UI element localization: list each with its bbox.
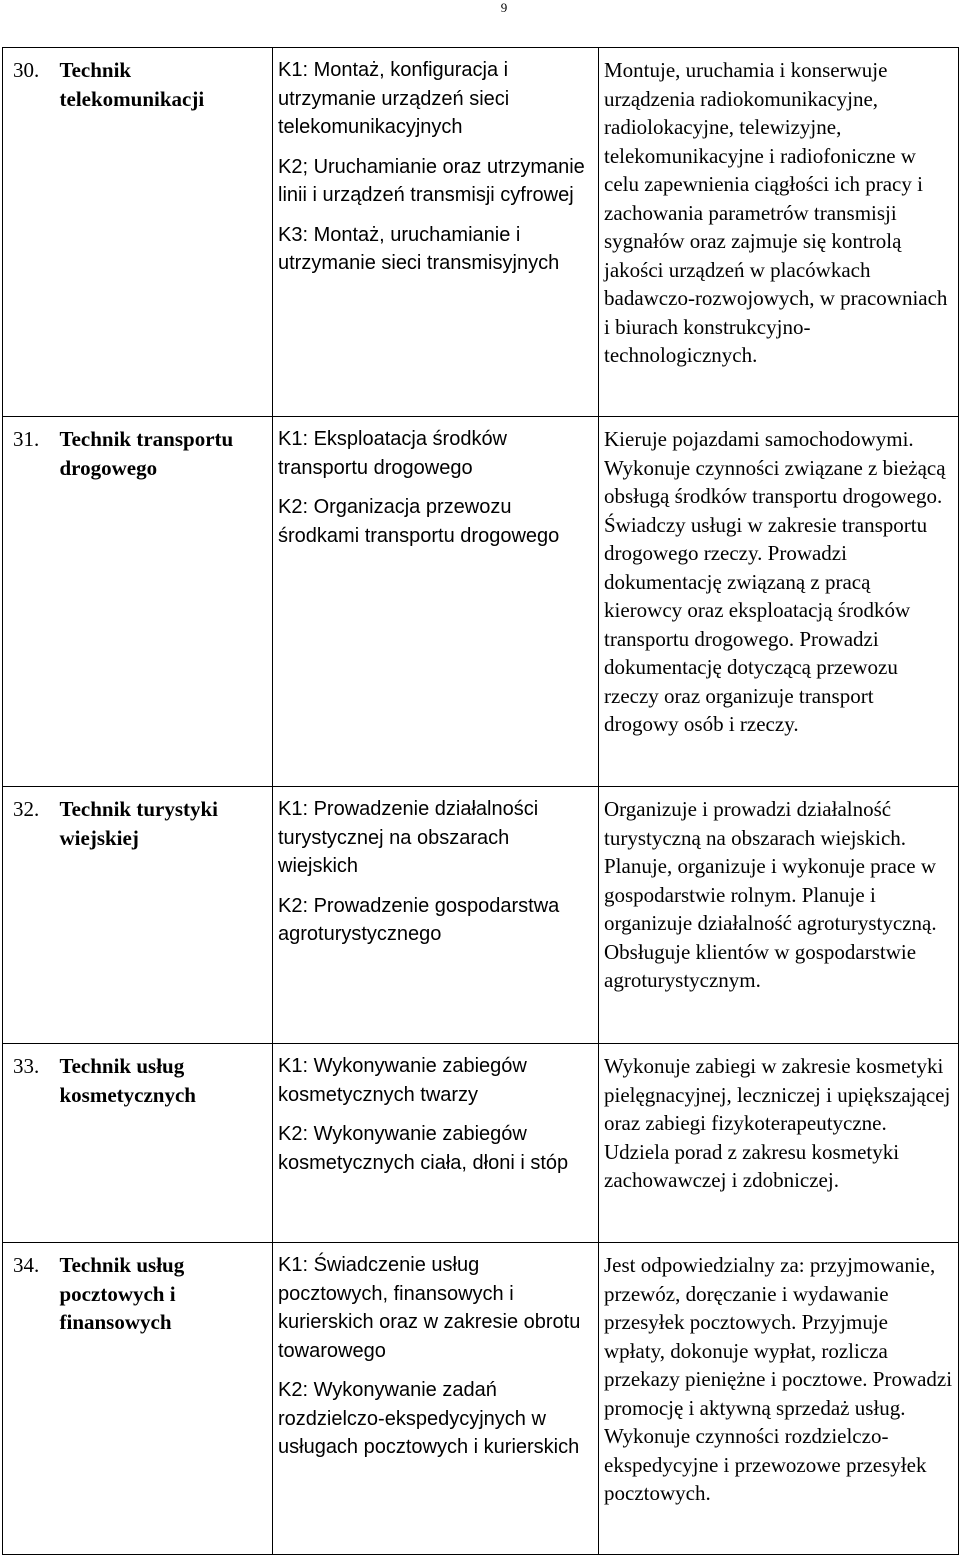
qualifications-cell (273, 787, 599, 1044)
row-number: 34. (3, 1243, 60, 1555)
table-row (3, 48, 959, 417)
profession-description: Jest odpowiedzialny za: przyjmowanie, przewóz, doręczanie i wydawanie przesyłek pocztowych. Przyjmuje wpłaty, dokonuje wypłat, rozlicza przekazy pieniężne i pocztowe. Prowadzi promocję i aktywną sprzedaż usług. Wykonuje czynności rozdzielczo-ekspedycyjne i przewozowe przesyłek pocztowych. (599, 1243, 959, 1555)
qualification-item: K2; Uruchamianie oraz utrzymanie linii i urządzeń transmisji cyfrowej (278, 155, 585, 206)
qualifications-cell (273, 48, 599, 417)
profession-name: Technik usług pocztowych i finansowych (60, 1243, 273, 1555)
qualification-item: K1: Eksploatacja środków transportu drogowego (278, 428, 508, 479)
qualification-item: K1: Prowadzenie działalności turystycznej na obszarach wiejskich (278, 798, 539, 877)
table-row (3, 1044, 959, 1243)
profession-name: Technik turystyki wiejskiej (60, 787, 273, 1044)
table-row (3, 417, 959, 787)
profession-description: Wykonuje zabiegi w zakresie kosmetyki pielęgnacyjnej, leczniczej i upiększającej oraz zabiegi fizykoterapeutyczne. Udziela porad z zakresu kosmetyki zachowawczej i zdobniczej. (599, 1044, 959, 1243)
profession-description: Organizuje i prowadzi działalność turystyczną na obszarach wiejskich. Planuje, organizuje i wykonuje prace w gospodarstwie rolnym. Planuje i organizuje działalność agroturystyczną. Obsługuje klientów w gospodarstwie agroturystycznym. (599, 787, 959, 1044)
row-number: 31. (3, 417, 60, 787)
qualification-item: K2: Wykonywanie zabiegów kosmetycznych ciała, dłoni i stóp (278, 1123, 569, 1174)
profession-description: Kieruje pojazdami samochodowymi. Wykonuje czynności związane z bieżącą obsługą środków transportu drogowego. Świadczy usługi w zakresie transportu drogowego rzeczy. Prowadzi dokumentację związaną z pracą kierowcy oraz eksploatacją środków transportu drogowego. Prowadzi dokumentację dotyczącą przewozu rzeczy oraz organizuje transport drogowy osób i rzeczy. (599, 417, 959, 787)
qualification-item: K3: Montaż, uruchamianie i utrzymanie sieci transmisyjnych (278, 223, 560, 274)
qualification-item: K1: Świadczenie usług pocztowych, finansowych i kurierskich oraz w zakresie obrotu towarowego (278, 1254, 581, 1362)
row-number: 32. (3, 787, 60, 1044)
qualification-item: K2: Wykonywanie zadań rozdzielczo-ekspedycyjnych w usługach pocztowych i kurierskich (278, 1379, 580, 1458)
profession-name: Technik usług kosmetycznych (60, 1044, 273, 1243)
profession-name: Technik transportu drogowego (60, 417, 273, 787)
row-number: 30. (3, 48, 60, 417)
qualification-item: K2: Prowadzenie gospodarstwa agroturystycznego (278, 894, 560, 945)
profession-description: Montuje, uruchamia i konserwuje urządzenia radiokomunikacyjne, radiolokacyjne, telewizyjne, telekomunikacyjne i radiofoniczne w celu zapewnienia ciągłości ich pracy i zachowania parametrów transmisji sygnałów oraz zajmuje się kontrolą jakości urządzeń w placówkach badawczo-rozwojowych, w pracowniach i biurach konstrukcyjno-technologicznych. (599, 48, 959, 417)
page-number: 9 (500, 0, 508, 15)
table-row (3, 787, 959, 1044)
qualifications-cell (273, 417, 599, 787)
qualification-item: K1: Wykonywanie zabiegów kosmetycznych twarzy (278, 1055, 527, 1106)
table-row (3, 1243, 959, 1555)
row-number: 33. (3, 1044, 60, 1243)
qualifications-cell (273, 1044, 599, 1243)
profession-name: Technik telekomunikacji (60, 48, 273, 417)
qualification-item: K2: Organizacja przewozu środkami transportu drogowego (278, 496, 560, 547)
profession-table (2, 47, 959, 1555)
qualification-item: K1: Montaż, konfiguracja i utrzymanie urządzeń sieci telekomunikacyjnych (278, 59, 510, 138)
qualifications-cell (273, 1243, 599, 1555)
